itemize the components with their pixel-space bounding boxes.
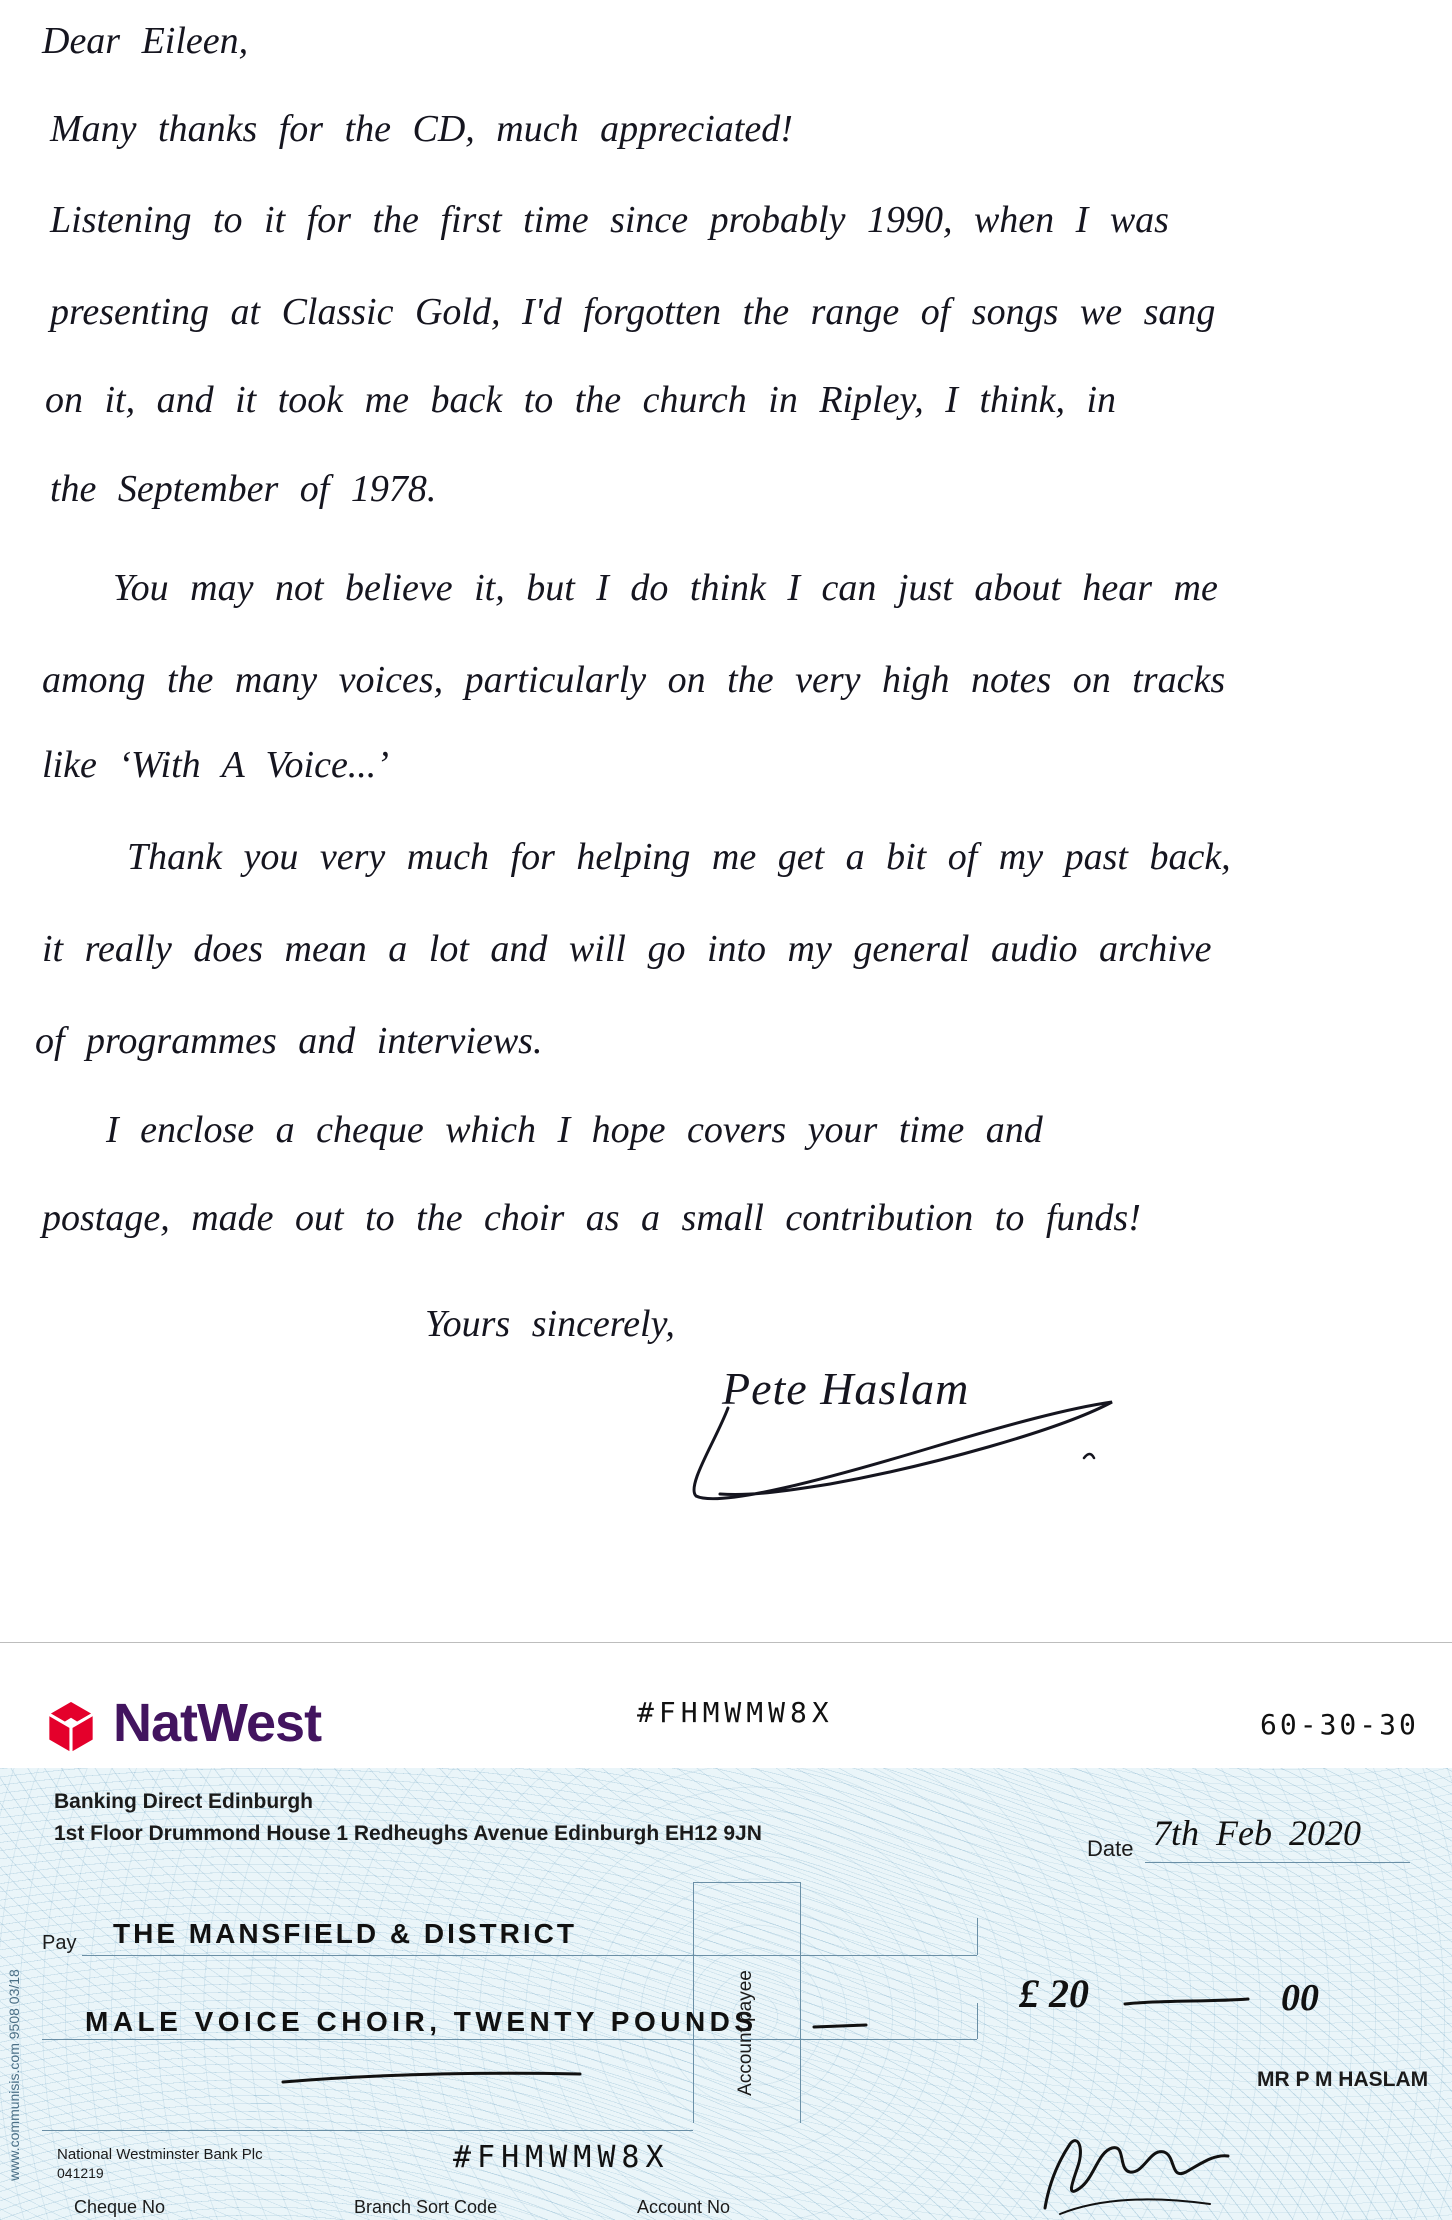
letter-salutation: Dear Eileen, — [42, 20, 249, 62]
letter-cheque-separator — [0, 1642, 1452, 1643]
letter-line: I enclose a cheque which I hope covers your time and — [106, 1109, 1043, 1151]
branch-address: 1st Floor Drummond House 1 Redheughs Avenue Edinburgh EH12 9JN — [54, 1822, 762, 1845]
letter-line: Many thanks for the CD, much appreciated! — [50, 108, 793, 150]
date-label: Date — [1087, 1836, 1134, 1861]
account-holder-name: MR P M HASLAM — [1257, 2068, 1429, 2091]
footer-label-branch-sort-code: Branch Sort Code — [354, 2197, 498, 2217]
payee-line-2: MALE VOICE CHOIR, TWENTY POUNDS — [85, 2006, 758, 2037]
letter-closing: Yours sincerely, — [425, 1303, 675, 1345]
natwest-logo-text: NatWest — [113, 1693, 322, 1753]
payee-line-1: THE MANSFIELD & DISTRICT — [113, 1918, 577, 1949]
branch-name: Banking Direct Edinburgh — [54, 1790, 314, 1813]
letter-signature: Pete Haslam — [722, 1363, 970, 1414]
amount-pounds: £ 20 — [1019, 1971, 1089, 2016]
sort-code-top: 60-30-30 — [1260, 1708, 1419, 1741]
amount-dash-stroke — [1125, 1999, 1248, 2004]
account-payee-label: Account payee — [735, 1970, 756, 2096]
natwest-cube-icon — [38, 1698, 104, 1756]
footer-label-cheque-no: Cheque No — [74, 2197, 166, 2217]
letter-line: presenting at Classic Gold, I'd forgotten the range of songs we sang — [50, 291, 1216, 333]
printer-imprint: www.communisis.com 9508 03/18 — [6, 1969, 22, 2181]
payee-dash-stroke — [814, 2025, 866, 2027]
bank-legal-name: National Westminster Bank Plc — [57, 2146, 263, 2163]
footer-label-account-no: Account No — [637, 2197, 731, 2217]
cheque-serial-bottom: #FHMWMW8X — [453, 2140, 670, 2175]
letter-line: the September of 1978. — [50, 468, 437, 510]
date-value: 7th Feb 2020 — [1153, 1813, 1361, 1853]
letter-line: it really does mean a lot and will go into my general audio archive — [42, 928, 1212, 970]
cheque-serial-top: #FHMWMW8X — [637, 1696, 834, 1729]
letter-line: of programmes and interviews. — [35, 1020, 543, 1062]
letter-line: Thank you very much for helping me get a bit of my past back, — [127, 836, 1231, 878]
letter-line: postage, made out to the choir as a small contribution to funds! — [42, 1197, 1141, 1239]
letter-line: like ‘With A Voice...’ — [42, 744, 389, 786]
signature-flourish — [680, 1400, 1120, 1510]
letter-line: Listening to it for the first time since probably 1990, when I was — [50, 199, 1169, 241]
letter-line: on it, and it took me back to the church in Ripley, I think, in — [45, 379, 1117, 421]
pay-label: Pay — [42, 1932, 77, 1954]
void-line-stroke — [283, 2073, 580, 2082]
letter-line: You may not believe it, but I do think I can just about hear me — [113, 567, 1218, 609]
bank-code: 041219 — [57, 2165, 104, 2181]
drawer-signature-stroke — [1045, 2141, 1228, 2208]
letter-line: among the many voices, particularly on the very high notes on tracks — [42, 659, 1226, 701]
amount-pence: 00 — [1281, 1977, 1319, 2019]
